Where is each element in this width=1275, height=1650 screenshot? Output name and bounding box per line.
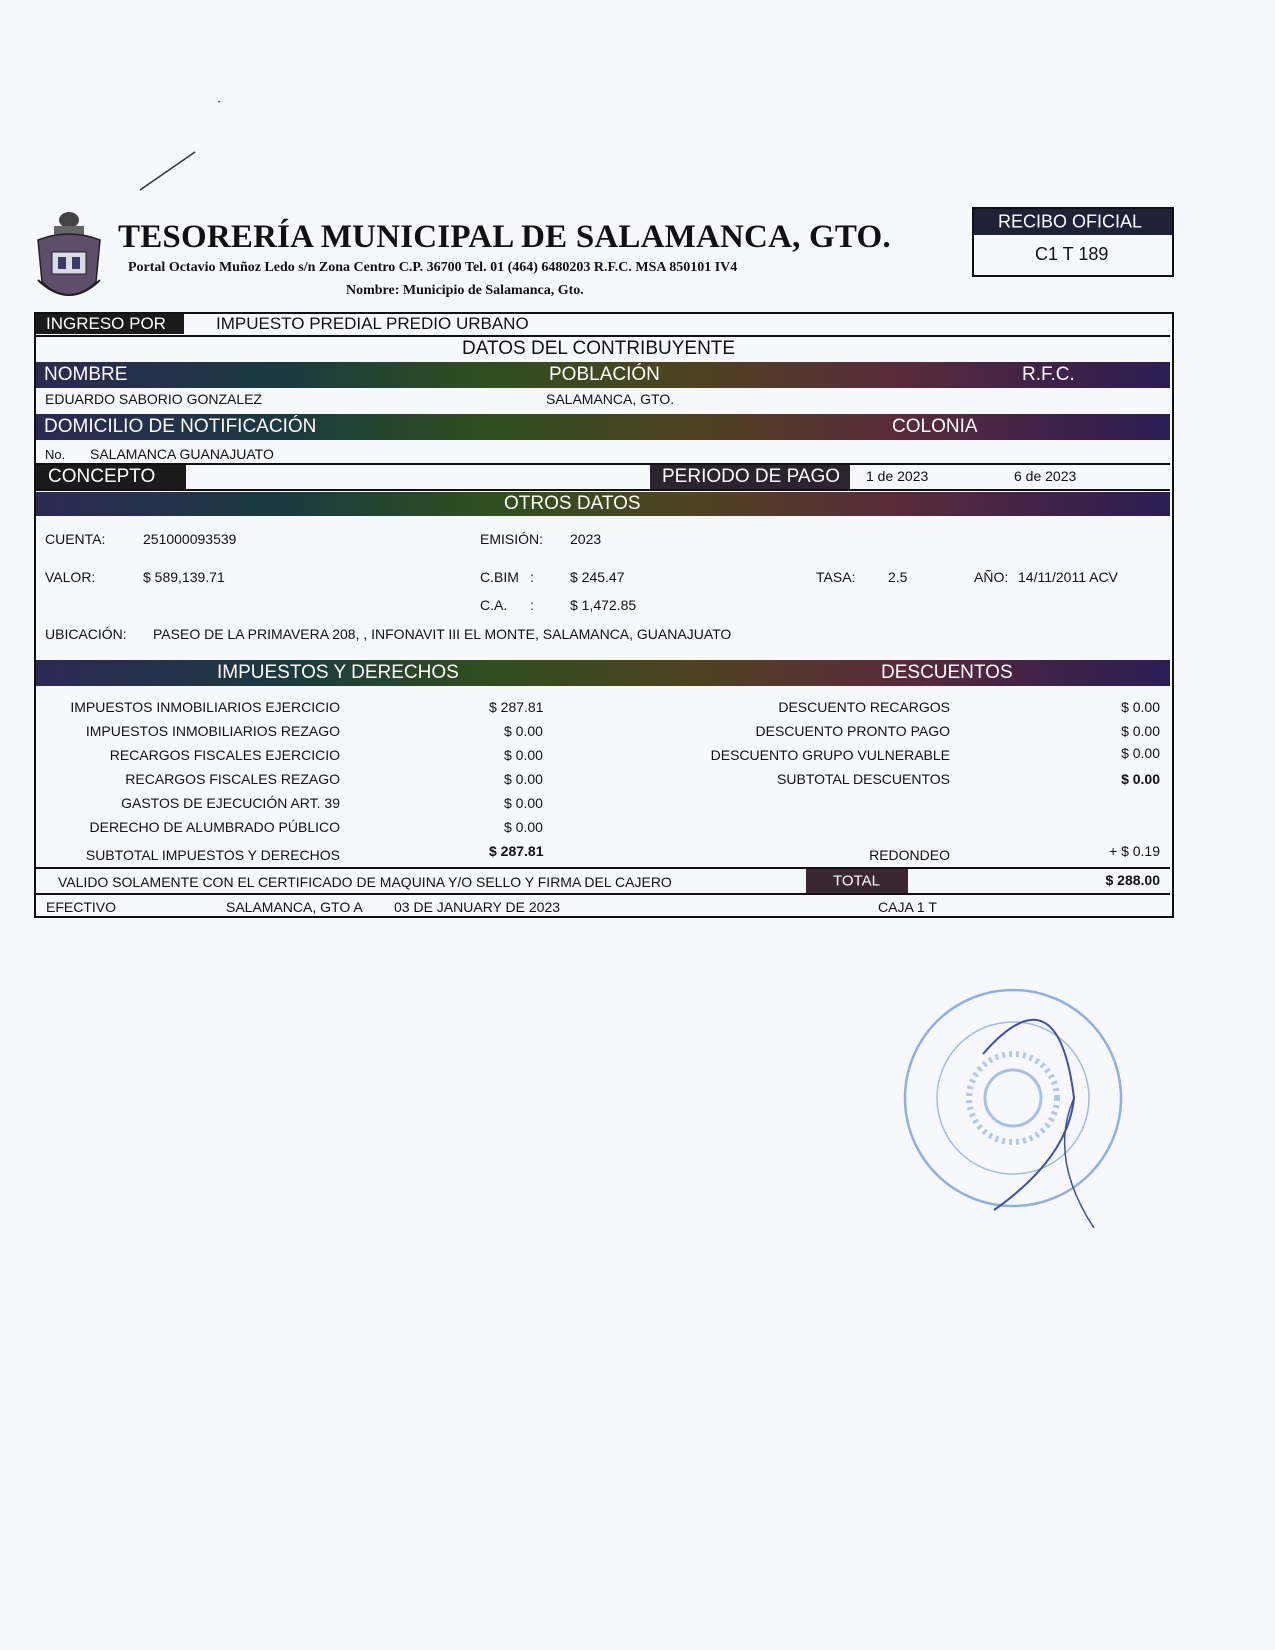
periodo-label: PERIODO DE PAGO — [662, 466, 841, 487]
cashier-box: CAJA 1 T — [878, 899, 937, 915]
domicilio-band — [36, 414, 1170, 440]
total-label: TOTAL — [833, 872, 880, 890]
impuesto-value: $ 287.81 — [489, 699, 544, 715]
official-stamp — [898, 988, 1138, 1228]
divider — [36, 489, 1170, 491]
header-name-line: Nombre: Municipio de Salamanca, Gto. — [346, 283, 584, 298]
anio-value: 14/11/2011 ACV — [1018, 569, 1118, 585]
valor-value: $ 589,139.71 — [143, 569, 225, 585]
receipt-label-band — [974, 209, 1172, 235]
no-label: No. — [45, 447, 66, 462]
tasa-value: 2.5 — [888, 569, 908, 585]
descuento-value: $ 0.00 — [1121, 699, 1160, 715]
periodo-band — [650, 465, 850, 489]
impuestos-subtotal-label: SUBTOTAL IMPUESTOS Y DERECHOS — [85, 847, 340, 863]
concepto-band — [36, 465, 186, 489]
receipt-label: RECIBO OFICIAL — [998, 211, 1143, 232]
impuesto-value: $ 0.00 — [504, 771, 543, 787]
divider — [36, 463, 1170, 465]
ingreso-label: INGRESO POR — [46, 314, 166, 333]
impuesto-label: RECARGOS FISCALES REZAGO — [125, 771, 340, 787]
emision-value: 2023 — [570, 531, 602, 547]
cbim-colon: : — [530, 569, 534, 585]
nombre-label: NOMBRE — [44, 364, 128, 385]
impuesto-value: $ 0.00 — [504, 819, 543, 835]
descuentos-subtotal-label: SUBTOTAL DESCUENTOS — [777, 771, 950, 787]
valor-label: VALOR: — [45, 569, 96, 585]
ubicacion-value: PASEO DE LA PRIMAVERA 208, , INFONAVIT III EL MONTE, SALAMANCA, GUANAJUATO — [153, 626, 732, 642]
receipt-number: C1 T 189 — [1035, 244, 1109, 264]
descuento-label: DESCUENTO RECARGOS — [778, 699, 950, 715]
periodo-hasta: 6 de 2023 — [1014, 468, 1077, 484]
ingreso-label-band — [36, 314, 184, 334]
total-value: $ 288.00 — [1105, 872, 1160, 888]
total-band — [806, 869, 908, 893]
otros-title: OTROS DATOS — [504, 493, 641, 514]
descuento-value: $ 0.00 — [1121, 745, 1160, 761]
page-title: TESORERÍA MUNICIPAL DE SALAMANCA, GTO. — [118, 219, 891, 255]
impuesto-label: GASTOS DE EJECUCIÓN ART. 39 — [121, 795, 340, 811]
nombre-value: EDUARDO SABORIO GONZALEZ — [45, 391, 263, 407]
redondeo-value: + $ 0.19 — [1109, 843, 1160, 859]
ca-value: $ 1,472.85 — [570, 597, 637, 613]
domicilio-label: DOMICILIO DE NOTIFICACIÓN — [44, 416, 317, 437]
divider — [36, 893, 1170, 895]
concepto-label: CONCEPTO — [48, 466, 156, 487]
divider — [36, 867, 1170, 869]
descuentos-subtotal-value: $ 0.00 — [1121, 771, 1160, 787]
poblacion-value: SALAMANCA, GTO. — [546, 391, 675, 407]
ubicacion-label: UBICACIÓN: — [45, 626, 127, 642]
ingreso-value: IMPUESTO PREDIAL PREDIO URBANO — [216, 314, 529, 333]
validity-note: VALIDO SOLAMENTE CON EL CERTIFICADO DE MAQUINA Y/O SELLO Y FIRMA DEL CAJERO — [58, 874, 672, 890]
coat-of-arms-logo — [34, 210, 104, 310]
tasa-label: TASA: — [816, 569, 856, 585]
impuesto-label: IMPUESTOS INMOBILIARIOS EJERCICIO — [70, 699, 340, 715]
redondeo-label: REDONDEO — [869, 847, 950, 863]
payment-method: EFECTIVO — [46, 899, 117, 915]
descuentos-title: DESCUENTOS — [881, 662, 1013, 683]
impuestos-subtotal-value: $ 287.81 — [489, 843, 544, 859]
periodo-desde: 1 de 2023 — [866, 468, 929, 484]
domicilio-value: SALAMANCA GUANAJUATO — [90, 446, 274, 462]
impuesto-value: $ 0.00 — [504, 795, 543, 811]
anio-label: AÑO: — [974, 569, 1009, 585]
pen-scribble — [130, 90, 220, 200]
ca-colon: : — [530, 597, 534, 613]
impuesto-label: DERECHO DE ALUMBRADO PÚBLICO — [89, 819, 340, 835]
impuesto-value: $ 0.00 — [504, 723, 543, 739]
impuestos-band — [36, 660, 1170, 686]
section-title-contribuyente: DATOS DEL CONTRIBUYENTE — [462, 338, 736, 359]
impuesto-label: RECARGOS FISCALES EJERCICIO — [109, 747, 340, 763]
colonia-label: COLONIA — [892, 416, 978, 437]
otros-band — [36, 492, 1170, 516]
ca-label: C.A. — [480, 597, 508, 613]
payment-place: SALAMANCA, GTO A — [226, 899, 363, 915]
cbim-value: $ 245.47 — [570, 569, 625, 585]
cbim-label: C.BIM — [480, 569, 519, 585]
rfc-label: R.F.C. — [1022, 364, 1075, 385]
header-address: Portal Octavio Muñoz Ledo s/n Zona Centro C.P. 36700 Tel. 01 (464) 6480203 R.F.C. MSA 850101 IV4 — [128, 260, 738, 275]
impuesto-value: $ 0.00 — [504, 747, 543, 763]
divider — [36, 335, 1170, 337]
emision-label: EMISIÓN: — [480, 531, 544, 547]
payment-date: 03 DE JANUARY DE 2023 — [394, 899, 561, 915]
cuenta-label: CUENTA: — [45, 531, 106, 547]
descuento-label: DESCUENTO PRONTO PAGO — [755, 723, 950, 739]
cuenta-value: 251000093539 — [143, 531, 237, 547]
nombre-band — [36, 362, 1170, 388]
descuento-value: $ 0.00 — [1121, 723, 1160, 739]
descuento-label: DESCUENTO GRUPO VULNERABLE — [710, 747, 950, 763]
poblacion-label: POBLACIÓN — [549, 364, 660, 385]
impuestos-title: IMPUESTOS Y DERECHOS — [217, 662, 459, 683]
impuesto-label: IMPUESTOS INMOBILIARIOS REZAGO — [85, 723, 340, 739]
